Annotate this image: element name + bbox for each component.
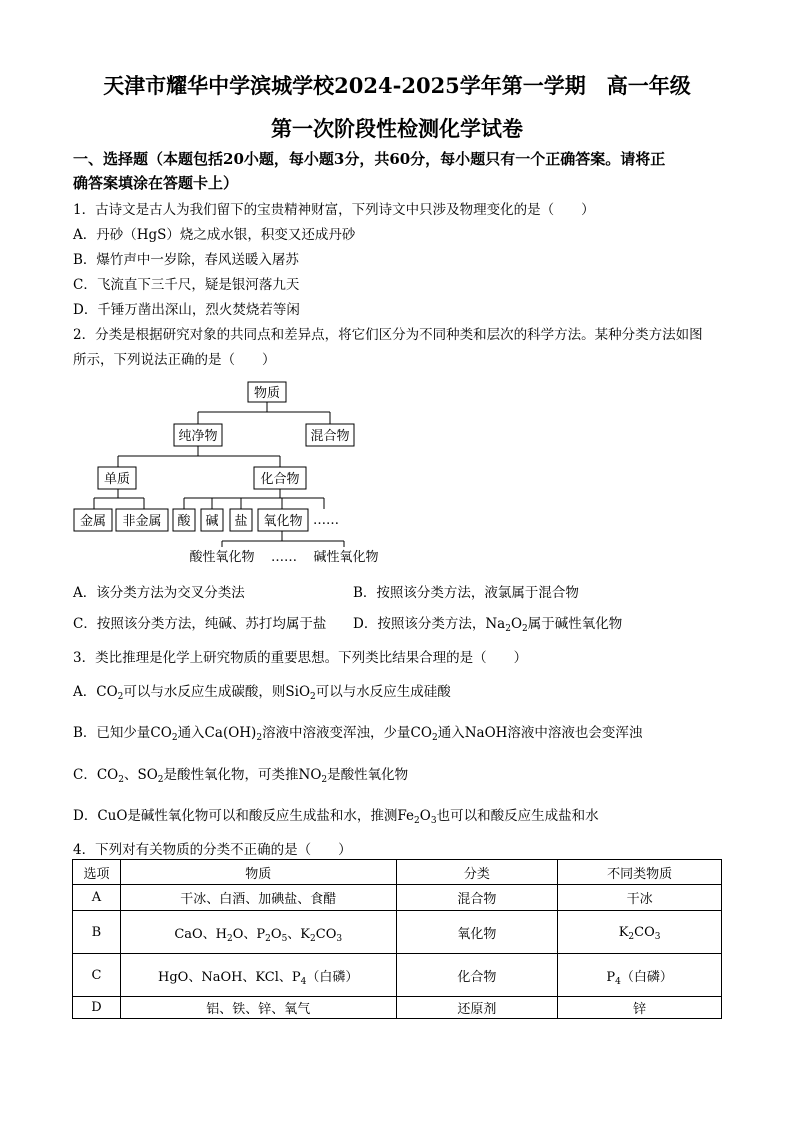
table-row xyxy=(73,885,722,911)
node-acidic-oxide: 酸性氧化物 xyxy=(189,550,255,565)
node-oxide: 氧化物 xyxy=(263,514,303,529)
node-metal: 金属 xyxy=(79,514,107,529)
cell: D xyxy=(73,997,121,1019)
exam-subtitle: 第一次阶段性检测化学试卷 xyxy=(271,116,523,141)
formula: $Na_2O_2$ xyxy=(485,616,528,634)
cell: B xyxy=(73,911,121,954)
section-heading: 一、选择题（本题包括20小题，每小题3分，共60分，每小题只有一个正确答案。请将正 xyxy=(73,150,666,168)
table-header-row xyxy=(73,860,722,885)
node-dots-2: …… xyxy=(271,550,297,565)
cell: C xyxy=(73,954,121,997)
cell: 化合物 xyxy=(396,954,558,997)
cell: 锌 xyxy=(558,997,722,1019)
node-salt: 盐 xyxy=(234,514,248,529)
q2-option-c: C．按照该分类方法，纯碱、苏打均属于盐 xyxy=(73,616,327,632)
q2-option-b: B．按照该分类方法，液氯属于混合物 xyxy=(353,585,579,601)
node-root: 物质 xyxy=(253,386,281,401)
node-base: 碱 xyxy=(205,514,219,529)
cell: 氧化物 xyxy=(396,911,558,954)
cell: $K_2CO_3$ xyxy=(558,911,722,954)
section-heading-cont: 确答案填涂在答题卡上） xyxy=(73,174,239,192)
header-substance: 物质 xyxy=(120,860,396,885)
cell: HgO、NaOH、KCl、$P_4$（白磷） xyxy=(120,954,396,997)
node-element: 单质 xyxy=(103,472,131,487)
q1-option-c: C．飞流直下三千尺，疑是银河落九天 xyxy=(73,277,300,293)
cell: 还原剂 xyxy=(396,997,558,1019)
table-row xyxy=(73,911,722,954)
q3-option-c: C．$CO_2$、$SO_2$是酸性氧化物，可类推$NO_2$是酸性氧化物 xyxy=(73,767,409,785)
q3-option-b: B．已知少量$CO_2$通入$Ca(OH)_2$溶液中溶液变浑浊，少量$CO_2$通入NaOH溶液中溶液也会变浑浊 xyxy=(73,725,643,743)
q4-table xyxy=(72,859,722,1019)
q2-stem: 2．分类是根据研究对象的共同点和差异点，将它们区分为不同种类和层次的科学方法。某种分类方法如图 xyxy=(73,327,703,343)
q3-stem: 3．类比推理是化学上研究物质的重要思想。下列类比结果合理的是（ ） xyxy=(73,650,528,666)
cell: CaO、$H_2O$、$P_2O_5$、$K_2CO_3$ xyxy=(120,911,396,954)
cell: $P_4$（白磷） xyxy=(558,954,722,997)
node-nonmetal: 非金属 xyxy=(122,514,162,529)
cell: 干冰、白酒、加碘盐、食醋 xyxy=(120,885,396,911)
q2-option-d: D．按照该分类方法，$Na_2O_2$属于碱性氧化物 xyxy=(353,616,623,634)
exam-title: 天津市耀华中学滨城学校2024-2025学年第一学期 高一年级 xyxy=(103,73,691,98)
node-acid: 酸 xyxy=(177,514,191,529)
q1-option-d: D．千锤万凿出深山，烈火焚烧若等闲 xyxy=(73,302,300,318)
q3-option-d: D．CuO是碱性氧化物可以和酸反应生成盐和水，推测$Fe_2O_3$也可以和酸反应生成盐和水 xyxy=(73,808,599,826)
q4-stem: 4．下列对有关物质的分类不正确的是（ ） xyxy=(73,842,352,858)
q3-option-a: A．$CO_2$可以与水反应生成碳酸，则SiO$_2$可以与水反应生成硅酸 xyxy=(73,684,451,702)
node-mixture: 混合物 xyxy=(310,429,350,444)
cell: 干冰 xyxy=(558,885,722,911)
table-row xyxy=(73,954,722,997)
node-basic-oxide: 碱性氧化物 xyxy=(313,550,379,565)
node-dots: …… xyxy=(313,513,339,528)
table-row xyxy=(73,997,722,1019)
cell: 混合物 xyxy=(396,885,558,911)
header-category: 分类 xyxy=(396,860,558,885)
node-pure: 纯净物 xyxy=(178,429,218,444)
header-odd-one: 不同类物质 xyxy=(558,860,722,885)
classification-tree-diagram xyxy=(72,378,392,570)
cell: A xyxy=(73,885,121,911)
q1-option-a: A．丹砂（HgS）烧之成水银，积变又还成丹砂 xyxy=(73,227,356,243)
q1-option-b: B．爆竹声中一岁除，春风送暖入屠苏 xyxy=(73,252,299,268)
cell: 铝、铁、锌、氧气 xyxy=(120,997,396,1019)
header-option: 选项 xyxy=(73,860,121,885)
q2-stem-cont: 所示，下列说法正确的是（ ） xyxy=(73,352,276,368)
node-compound: 化合物 xyxy=(260,472,300,487)
q2-option-a: A．该分类方法为交叉分类法 xyxy=(73,585,245,601)
q1-stem: 1．古诗文是古人为我们留下的宝贵精神财富，下列诗文中只涉及物理变化的是（ ） xyxy=(73,202,595,218)
